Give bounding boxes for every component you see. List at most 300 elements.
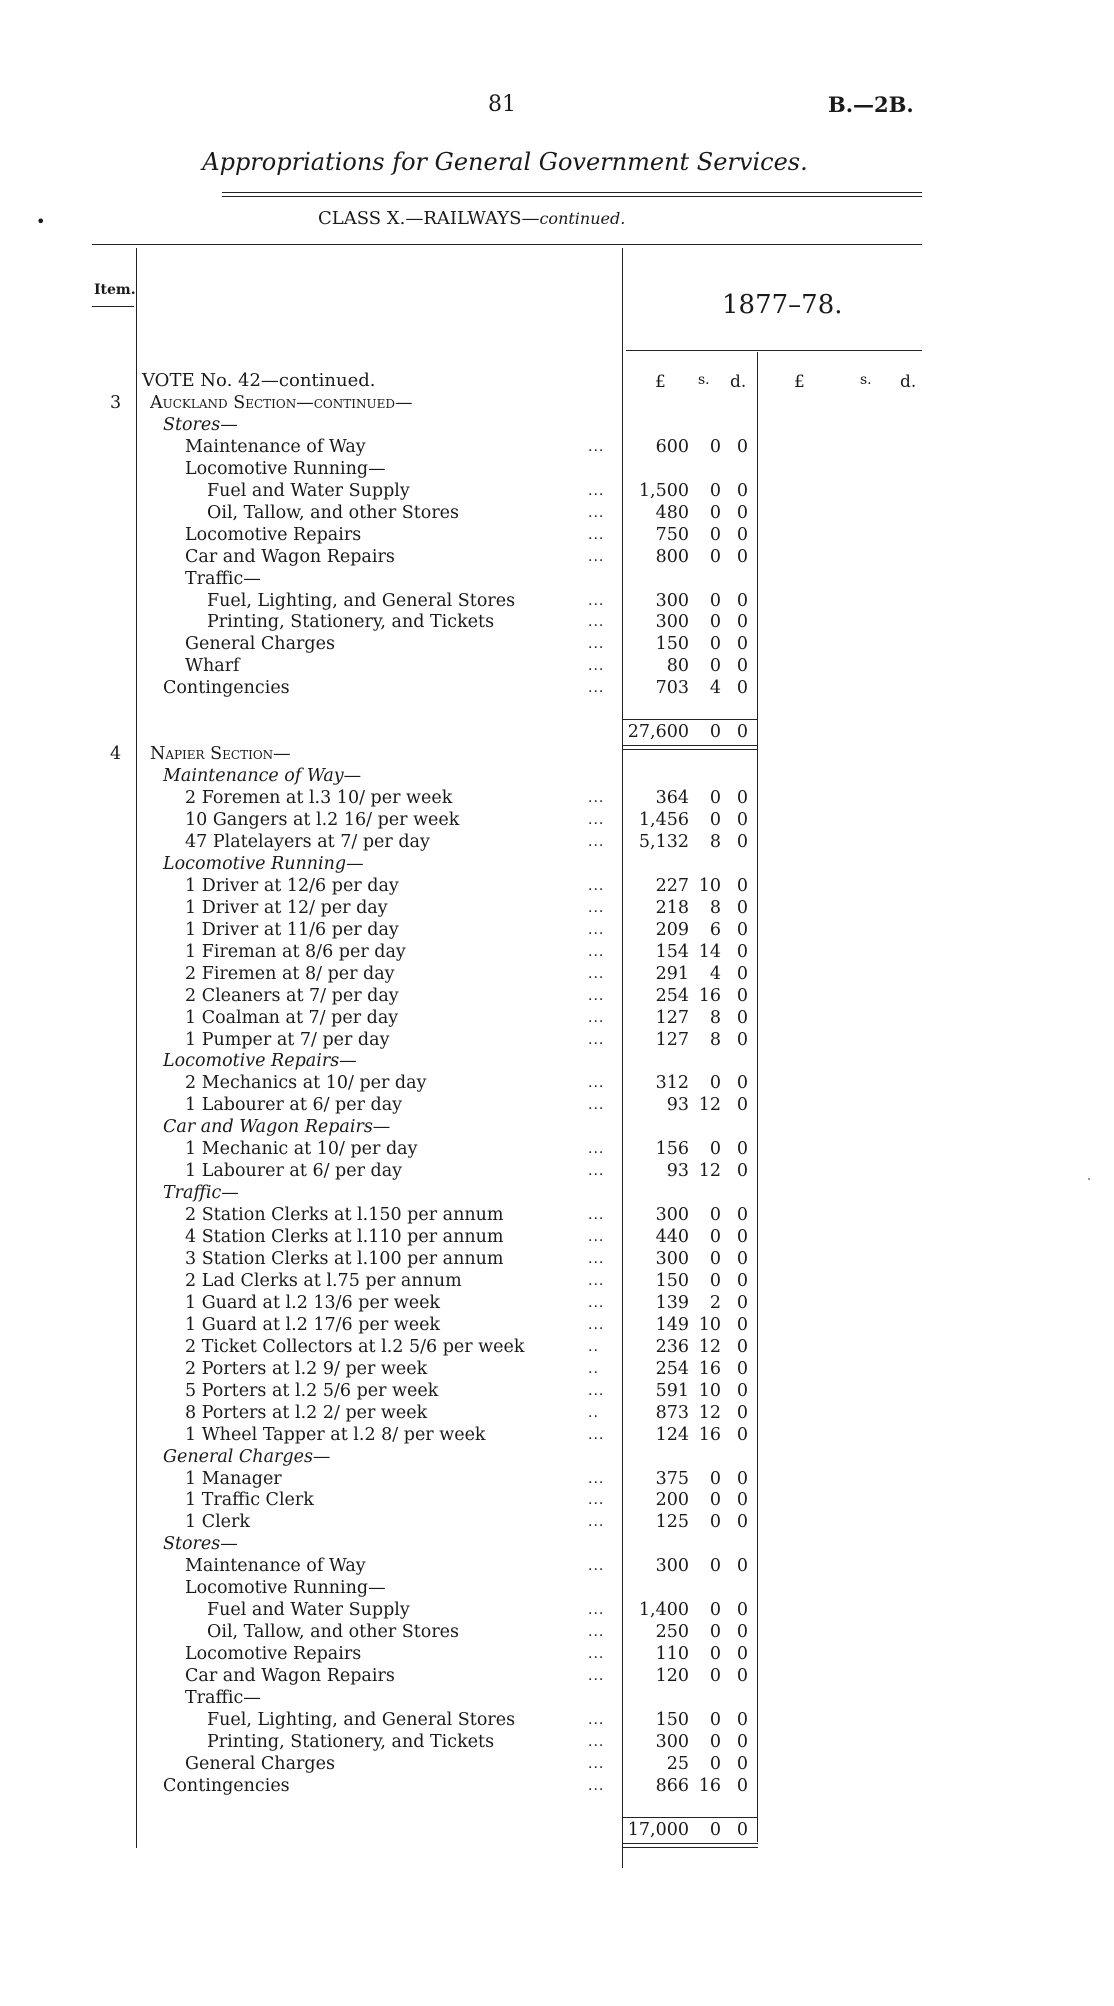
amount-shillings: 16 xyxy=(698,1776,721,1796)
total-rule-top xyxy=(622,1817,758,1818)
amount-pence: 0 xyxy=(736,1030,748,1050)
amount-pence: 0 xyxy=(736,898,748,918)
amount-shillings: 0 xyxy=(709,1512,721,1532)
amount-shillings: 0 xyxy=(709,591,721,611)
amount-pounds: 250 xyxy=(655,1622,689,1642)
row-label: Traffic— xyxy=(185,1688,261,1708)
table-row xyxy=(0,1402,1114,1424)
amount-pence: 0 xyxy=(736,547,748,567)
amount-pence: 0 xyxy=(736,503,748,523)
row-label: Fuel and Water Supply xyxy=(207,1600,410,1620)
amount-pounds: 1,400 xyxy=(638,1600,689,1620)
amount-pence: 0 xyxy=(736,1403,748,1423)
amount-shillings: 0 xyxy=(709,788,721,808)
leader-dots: ... xyxy=(588,549,605,565)
leader-dots: ... xyxy=(588,636,605,652)
amount-pence: 0 xyxy=(736,788,748,808)
amount-pence: 0 xyxy=(736,678,748,698)
row-label: 1 Driver at 12/ per day xyxy=(185,898,388,918)
amount-shillings: 8 xyxy=(709,1008,721,1028)
amount-pounds: 300 xyxy=(655,591,689,611)
amount-shillings: 0 xyxy=(709,437,721,457)
amount-pounds: 110 xyxy=(655,1644,689,1664)
row-label: 1 Guard at l.2 13/6 per week xyxy=(185,1293,441,1313)
row-label: Locomotive Repairs xyxy=(185,1644,362,1664)
amount-shillings: 0 xyxy=(709,503,721,523)
table-row xyxy=(0,1533,1114,1555)
amount-pounds: 254 xyxy=(655,986,689,1006)
amount-pence: 0 xyxy=(736,437,748,457)
leader-dots: ... xyxy=(588,1427,605,1443)
amount-pounds: 300 xyxy=(655,1205,689,1225)
row-label: Contingencies xyxy=(163,678,290,698)
table-row xyxy=(0,1248,1114,1270)
leader-dots: ... xyxy=(588,1010,605,1026)
row-label: 10 Gangers at l.2 16/ per week xyxy=(185,810,460,830)
leader-dots: ... xyxy=(588,1558,605,1574)
amount-pounds: 375 xyxy=(655,1469,689,1489)
table-row xyxy=(0,1665,1114,1687)
leader-dots: ... xyxy=(588,1383,605,1399)
leader-dots: ... xyxy=(588,1514,605,1530)
amount-pounds: 866 xyxy=(655,1776,689,1796)
page-title: Appropriations for General Government Services. xyxy=(202,148,808,176)
total-rule-bottom xyxy=(622,1843,758,1844)
leader-dots: ... xyxy=(588,614,605,630)
row-label: General Charges— xyxy=(163,1447,331,1467)
leader-dots: ... xyxy=(588,1712,605,1728)
amount-pence: 0 xyxy=(736,1556,748,1576)
amount-pence: 0 xyxy=(736,1710,748,1730)
document-reference: B.—2B. xyxy=(828,92,914,117)
table-row xyxy=(0,1621,1114,1643)
amount-pence: 0 xyxy=(736,1337,748,1357)
leader-dots: ... xyxy=(588,1229,605,1245)
amount-shillings: 12 xyxy=(698,1095,721,1115)
row-label: Maintenance of Way xyxy=(185,1556,366,1576)
amount-pence: 0 xyxy=(736,1490,748,1510)
amount-pounds: 300 xyxy=(655,1556,689,1576)
leader-dots: ... xyxy=(588,878,605,894)
leader-dots: ... xyxy=(588,1207,605,1223)
amount-pounds: 200 xyxy=(655,1490,689,1510)
row-label: Car and Wagon Repairs xyxy=(185,1666,395,1686)
table-row xyxy=(0,1050,1114,1072)
leader-dots: ... xyxy=(588,900,605,916)
amount-pence: 0 xyxy=(736,986,748,1006)
row-label: 1 Manager xyxy=(185,1469,282,1489)
row-label: Traffic— xyxy=(163,1183,239,1203)
amount-pence: 0 xyxy=(736,964,748,984)
amount-shillings: 0 xyxy=(709,810,721,830)
row-label: 2 Ticket Collectors at l.2 5/6 per week xyxy=(185,1337,525,1357)
row-label: Maintenance of Way— xyxy=(163,766,362,786)
table-row xyxy=(0,1072,1114,1094)
table-row xyxy=(0,875,1114,897)
leader-dots: ... xyxy=(588,658,605,674)
row-label: Locomotive Running— xyxy=(185,1578,386,1598)
amount-pounds: 156 xyxy=(655,1139,689,1159)
amount-pence: 0 xyxy=(736,656,748,676)
amount-pounds: 750 xyxy=(655,525,689,545)
amount-shillings: 0 xyxy=(709,1644,721,1664)
amount-shillings: 0 xyxy=(709,634,721,654)
leader-dots: ... xyxy=(588,527,605,543)
amount-pence: 0 xyxy=(736,1469,748,1489)
table-row xyxy=(0,963,1114,985)
amount-pence: 0 xyxy=(736,1776,748,1796)
amount-pence: 0 xyxy=(736,1249,748,1269)
table-row xyxy=(0,1270,1114,1292)
table-row xyxy=(0,897,1114,919)
amount-pence: 0 xyxy=(736,876,748,896)
amount-pounds: 291 xyxy=(655,964,689,984)
amount-pounds: 218 xyxy=(655,898,689,918)
table-row xyxy=(0,853,1114,875)
amount-pounds: 209 xyxy=(655,920,689,940)
leader-dots: ... xyxy=(588,1251,605,1267)
table-row xyxy=(0,392,1114,414)
leader-dots: ... xyxy=(588,439,605,455)
amount-shillings: 0 xyxy=(709,1249,721,1269)
amount-pence: 0 xyxy=(736,1293,748,1313)
amount-pence: 0 xyxy=(736,481,748,501)
amount-pounds: 127 xyxy=(655,1030,689,1050)
table-row xyxy=(0,1775,1114,1797)
amount-pence: 0 xyxy=(736,1095,748,1115)
stray-mark: • xyxy=(36,212,46,231)
table-row xyxy=(0,1599,1114,1621)
amount-shillings: 8 xyxy=(709,898,721,918)
row-label: Oil, Tallow, and other Stores xyxy=(207,1622,460,1642)
leader-dots: ... xyxy=(588,1668,605,1684)
row-label: 2 Lad Clerks at l.75 per annum xyxy=(185,1271,462,1291)
table-row xyxy=(0,1709,1114,1731)
row-label: 1 Labourer at 6/ per day xyxy=(185,1095,403,1115)
amount-pounds: 873 xyxy=(655,1403,689,1423)
leader-dots: ... xyxy=(588,505,605,521)
leader-dots: ... xyxy=(588,1778,605,1794)
table-row xyxy=(0,743,1114,765)
amount-pounds: 25 xyxy=(666,1754,689,1774)
leader-dots: .. xyxy=(588,1339,599,1355)
row-label: 2 Cleaners at 7/ per day xyxy=(185,986,399,1006)
amount-pounds: 800 xyxy=(655,547,689,567)
year-header: 1877–78. xyxy=(722,290,843,320)
leader-dots: ... xyxy=(588,1295,605,1311)
table-row xyxy=(0,633,1114,655)
table-row xyxy=(0,1314,1114,1336)
row-label: Wharf xyxy=(185,656,240,676)
amount-shillings: 0 xyxy=(709,1073,721,1093)
row-label: 3 Station Clerks at l.100 per annum xyxy=(185,1249,504,1269)
row-label: Locomotive Running— xyxy=(185,459,386,479)
leader-dots: ... xyxy=(588,483,605,499)
table-row xyxy=(0,919,1114,941)
amount-pounds: 93 xyxy=(666,1095,689,1115)
row-label: General Charges xyxy=(185,1754,335,1774)
class-heading-main: CLASS X.—RAILWAYS— xyxy=(318,208,540,229)
amount-shillings: 0 xyxy=(709,1469,721,1489)
amount-pounds: 5,132 xyxy=(638,832,689,852)
amount-shillings: 0 xyxy=(709,1600,721,1620)
table-row xyxy=(0,546,1114,568)
amount-shillings: 0 xyxy=(709,1227,721,1247)
row-label: 1 Traffic Clerk xyxy=(185,1490,314,1510)
amount-shillings: 0 xyxy=(709,481,721,501)
leader-dots: ... xyxy=(588,1163,605,1179)
amount-shillings: 12 xyxy=(698,1161,721,1181)
amount-pounds: 120 xyxy=(655,1666,689,1686)
amount-pounds: 312 xyxy=(655,1073,689,1093)
table-row xyxy=(0,1029,1114,1051)
leader-dots: .. xyxy=(588,1361,599,1377)
table-row xyxy=(0,458,1114,480)
shillings-header: s. xyxy=(698,372,710,388)
table-row xyxy=(0,985,1114,1007)
amount-pence: 0 xyxy=(736,810,748,830)
amount-pence: 0 xyxy=(736,1381,748,1401)
row-label: 1 Coalman at 7/ per day xyxy=(185,1008,399,1028)
amount-pence: 0 xyxy=(736,1666,748,1686)
table-row xyxy=(0,1468,1114,1490)
leader-dots: ... xyxy=(588,593,605,609)
amount-shillings: 12 xyxy=(698,1337,721,1357)
table-row xyxy=(0,677,1114,699)
table-row xyxy=(0,721,1114,743)
table-row xyxy=(0,1643,1114,1665)
leader-dots: ... xyxy=(588,988,605,1004)
leader-dots: ... xyxy=(588,966,605,982)
amount-pence: 0 xyxy=(736,832,748,852)
amount-shillings: 4 xyxy=(709,964,721,984)
table-row xyxy=(0,1731,1114,1753)
amount-pence: 0 xyxy=(736,1622,748,1642)
amount-pence: 0 xyxy=(736,1205,748,1225)
amount-pence: 0 xyxy=(736,1227,748,1247)
amount-pence: 0 xyxy=(736,1139,748,1159)
amount-pounds: 236 xyxy=(655,1337,689,1357)
row-label: General Charges xyxy=(185,634,335,654)
row-label: 1 Labourer at 6/ per day xyxy=(185,1161,403,1181)
table-row xyxy=(0,699,1114,721)
amount-pence: 0 xyxy=(736,1073,748,1093)
amount-pence: 0 xyxy=(736,942,748,962)
amount-shillings: 10 xyxy=(698,876,721,896)
row-label: 2 Station Clerks at l.150 per annum xyxy=(185,1205,504,1225)
table-row xyxy=(0,480,1114,502)
amount-shillings: 4 xyxy=(709,678,721,698)
row-label: 1 Mechanic at 10/ per day xyxy=(185,1139,418,1159)
amount-pence: 0 xyxy=(736,525,748,545)
row-label: Traffic— xyxy=(185,569,261,589)
class-heading xyxy=(318,208,625,229)
leader-dots: ... xyxy=(588,944,605,960)
row-label: Contingencies xyxy=(163,1776,290,1796)
amount-shillings: 0 xyxy=(709,1666,721,1686)
table-row xyxy=(0,1446,1114,1468)
amount-pounds: 1,456 xyxy=(638,810,689,830)
table-row xyxy=(0,1094,1114,1116)
row-label: Auckland Section—continued— xyxy=(150,393,413,413)
leader-dots: ... xyxy=(588,1624,605,1640)
amount-shillings: 0 xyxy=(709,525,721,545)
amount-pence: 0 xyxy=(736,1512,748,1532)
amount-shillings: 0 xyxy=(709,1820,721,1840)
item-number: 3 xyxy=(110,393,122,413)
amount-pounds: 1,500 xyxy=(638,481,689,501)
table-row xyxy=(0,568,1114,590)
amount-pence: 0 xyxy=(736,1008,748,1028)
leader-dots: ... xyxy=(588,1492,605,1508)
table-row xyxy=(0,1819,1114,1841)
amount-pounds: 17,000 xyxy=(627,1820,689,1840)
amount-pounds: 300 xyxy=(655,1732,689,1752)
leader-dots: ... xyxy=(588,834,605,850)
row-label: 1 Fireman at 8/6 per day xyxy=(185,942,406,962)
row-label: 1 Wheel Tapper at l.2 8/ per week xyxy=(185,1425,486,1445)
amount-shillings: 12 xyxy=(698,1403,721,1423)
amount-pence: 0 xyxy=(736,1644,748,1664)
row-label: 1 Driver at 12/6 per day xyxy=(185,876,399,896)
amount-shillings: 0 xyxy=(709,1622,721,1642)
amount-pounds: 125 xyxy=(655,1512,689,1532)
row-label: Locomotive Running— xyxy=(163,854,364,874)
row-label: Stores— xyxy=(163,415,238,435)
table-row xyxy=(0,1138,1114,1160)
leader-dots: ... xyxy=(588,1756,605,1772)
amount-pence: 0 xyxy=(736,1271,748,1291)
amount-pounds: 300 xyxy=(655,1249,689,1269)
leader-dots: ... xyxy=(588,1471,605,1487)
row-label: 2 Porters at l.2 9/ per week xyxy=(185,1359,428,1379)
item-number: 4 xyxy=(110,744,122,764)
leader-dots: ... xyxy=(588,680,605,696)
amount-shillings: 14 xyxy=(698,942,721,962)
row-label: Fuel and Water Supply xyxy=(207,481,410,501)
table-row xyxy=(0,1160,1114,1182)
row-label: 2 Firemen at 8/ per day xyxy=(185,964,395,984)
table-row xyxy=(0,765,1114,787)
amount-pounds: 703 xyxy=(655,678,689,698)
table-row xyxy=(0,941,1114,963)
row-label: 47 Platelayers at 7/ per day xyxy=(185,832,430,852)
row-label: 2 Mechanics at 10/ per day xyxy=(185,1073,427,1093)
item-column-header: Item. xyxy=(94,282,136,298)
amount-shillings: 10 xyxy=(698,1381,721,1401)
amount-shillings: 0 xyxy=(709,1556,721,1576)
amount-shillings: 0 xyxy=(709,656,721,676)
leader-dots: ... xyxy=(588,1032,605,1048)
table-row xyxy=(0,1292,1114,1314)
amount-pence: 0 xyxy=(736,1161,748,1181)
table-row xyxy=(0,787,1114,809)
amount-shillings: 8 xyxy=(709,1030,721,1050)
amount-pounds: 150 xyxy=(655,1710,689,1730)
row-label: 1 Guard at l.2 17/6 per week xyxy=(185,1315,441,1335)
row-label: 4 Station Clerks at l.110 per annum xyxy=(185,1227,504,1247)
table-top-rule xyxy=(92,244,922,245)
amount-pounds: 150 xyxy=(655,634,689,654)
amount-pounds: 591 xyxy=(655,1381,689,1401)
amount-shillings: 0 xyxy=(709,1754,721,1774)
total-rule-top xyxy=(622,719,758,720)
pounds-header: £ xyxy=(655,372,666,392)
row-label: Stores— xyxy=(163,1534,238,1554)
amount-pounds: 480 xyxy=(655,503,689,523)
amount-pounds: 600 xyxy=(655,437,689,457)
row-label: Car and Wagon Repairs— xyxy=(163,1117,391,1137)
amount-pence: 0 xyxy=(736,920,748,940)
item-header-underline xyxy=(92,306,134,307)
row-label: Locomotive Repairs xyxy=(185,525,362,545)
amount-shillings: 6 xyxy=(709,920,721,940)
amount-shillings: 8 xyxy=(709,832,721,852)
table-row xyxy=(0,436,1114,458)
row-label: Locomotive Repairs— xyxy=(163,1051,357,1071)
pence-header: d. xyxy=(730,372,747,392)
amount-pence: 0 xyxy=(736,591,748,611)
amount-shillings: 0 xyxy=(709,1139,721,1159)
table-row xyxy=(0,611,1114,633)
amount-pounds: 227 xyxy=(655,876,689,896)
amount-pounds: 440 xyxy=(655,1227,689,1247)
leader-dots: .. xyxy=(588,1405,599,1421)
table-row xyxy=(0,1380,1114,1402)
table-row xyxy=(0,502,1114,524)
title-rule-2 xyxy=(222,196,922,197)
leader-dots: ... xyxy=(588,812,605,828)
amount-pounds: 124 xyxy=(655,1425,689,1445)
page-number: 81 xyxy=(488,92,516,117)
amount-shillings: 0 xyxy=(709,1732,721,1752)
amount-pence: 0 xyxy=(736,612,748,632)
row-label: Printing, Stationery, and Tickets xyxy=(207,612,495,632)
amount-shillings: 0 xyxy=(709,1710,721,1730)
row-label: VOTE No. 42—continued. xyxy=(142,370,376,391)
amount-pounds: 27,600 xyxy=(627,722,689,742)
leader-dots: ... xyxy=(588,1734,605,1750)
amount-pounds: 80 xyxy=(666,656,689,676)
amount-shillings: 0 xyxy=(709,1205,721,1225)
amount-pence: 0 xyxy=(736,1425,748,1445)
leader-dots: ... xyxy=(588,1317,605,1333)
leader-dots: ... xyxy=(588,1141,605,1157)
leader-dots: ... xyxy=(588,1646,605,1662)
row-label: Maintenance of Way xyxy=(185,437,366,457)
leader-dots: ... xyxy=(588,922,605,938)
amount-shillings: 16 xyxy=(698,986,721,1006)
table-row xyxy=(0,1182,1114,1204)
total-rule-double xyxy=(622,1847,758,1848)
amount-pounds: 150 xyxy=(655,1271,689,1291)
table-row xyxy=(0,1555,1114,1577)
amount-shillings: 0 xyxy=(709,547,721,567)
table-row xyxy=(0,1489,1114,1511)
shillings-header-2: s. xyxy=(860,372,872,388)
table-row xyxy=(0,1797,1114,1819)
row-label: Napier Section— xyxy=(150,744,291,764)
amount-pence: 0 xyxy=(736,1359,748,1379)
amount-shillings: 0 xyxy=(709,722,721,742)
amount-pence: 0 xyxy=(736,1600,748,1620)
row-label: Fuel, Lighting, and General Stores xyxy=(207,591,516,611)
table-row xyxy=(0,1753,1114,1775)
amount-pounds: 93 xyxy=(666,1161,689,1181)
year-rule xyxy=(626,350,922,351)
table-row xyxy=(0,655,1114,677)
table-row xyxy=(0,831,1114,853)
